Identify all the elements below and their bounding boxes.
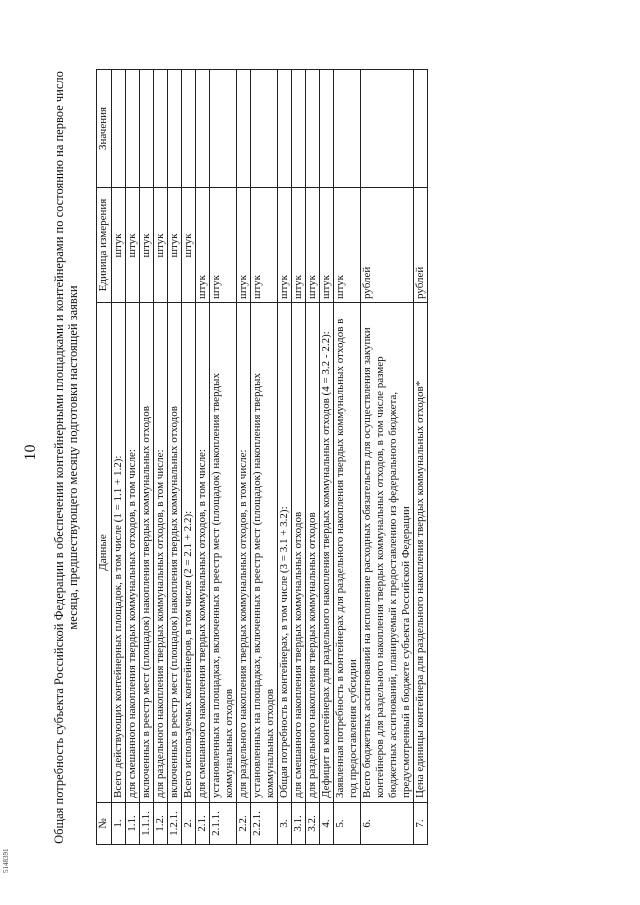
table-row <box>361 70 414 845</box>
row-number: 2. <box>182 803 196 845</box>
row-number: 4. <box>320 803 334 845</box>
row-unit: штук <box>182 188 196 303</box>
row-number: 1.2.1. <box>168 803 182 845</box>
table-row <box>251 70 278 845</box>
row-unit: штук <box>320 188 334 303</box>
row-number: 2.2. <box>237 803 251 845</box>
row-number: 1. <box>112 803 126 845</box>
table-row <box>182 70 196 845</box>
row-text: для смешанного накопления твердых коммунальных отходов <box>292 303 306 803</box>
row-value[interactable] <box>140 70 154 188</box>
row-value[interactable] <box>168 70 182 188</box>
row-value[interactable] <box>292 70 306 188</box>
row-text: Всего действующих контейнерных площадок, в том числе (1 = 1.1 + 1.2): <box>112 303 126 803</box>
row-number: 1.2. <box>154 803 168 845</box>
header-number: № <box>97 803 112 845</box>
row-value[interactable] <box>210 70 237 188</box>
row-value[interactable] <box>306 70 320 188</box>
row-value[interactable] <box>196 70 210 188</box>
row-text: для смешанного накопления твердых коммунальных отходов, в том числе: <box>126 303 140 803</box>
row-value[interactable] <box>414 70 428 188</box>
row-text: установленных на площадках, включенных в реестр мест (площадок) накопления твердых коммунальных отходов <box>210 303 237 803</box>
row-unit: штук <box>237 188 251 303</box>
table-header-row <box>97 70 112 845</box>
table-row <box>112 70 126 845</box>
row-text: установленных на площадках, включенных в реестр мест (площадок) накопления твердых коммунальных отходов <box>251 303 278 803</box>
table-row <box>334 70 361 845</box>
row-number: 7. <box>414 803 428 845</box>
row-number: 1.1. <box>126 803 140 845</box>
table-row <box>196 70 210 845</box>
row-text: включенных в реестр мест (площадок) накопления твердых коммунальных отходов <box>168 303 182 803</box>
row-unit: штук <box>278 188 292 303</box>
page-number: 10 <box>22 444 39 461</box>
row-value[interactable] <box>126 70 140 188</box>
row-unit: штук <box>154 188 168 303</box>
row-unit: штук <box>210 188 237 303</box>
table-row <box>140 70 154 845</box>
row-unit: штук <box>126 188 140 303</box>
row-text: включенных в реестр мест (площадок) накопления твердых коммунальных отходов <box>140 303 154 803</box>
needs-table <box>96 69 428 845</box>
header-value: Значения <box>97 70 112 188</box>
row-text: Всего бюджетных ассигнований на исполнение расходных обязательств для осуществления закупки контейнеров для раздельного накопления твердых коммунальных отходов, в том числе размер бюджетных ассигнований, планируемый к предоставлению из федерального бюджета, предусмотренный в бюджете субъекта Российской Федерации <box>361 303 414 803</box>
row-value[interactable] <box>112 70 126 188</box>
table-title: Общая потребность субъекта Российской Федерации в обеспечении контейнерными площадками и контейнерами по состоянию на первое число месяца, предшествующего месяцу подготовки настоящей заявки <box>52 71 80 844</box>
table-row <box>168 70 182 845</box>
row-value[interactable] <box>251 70 278 188</box>
row-number: 1.1.1. <box>140 803 154 845</box>
table-row <box>292 70 306 845</box>
row-text: Дефицит в контейнерах для раздельного накопления твердых коммунальных отходов (4 = 3.2 - 2.2): <box>320 303 334 803</box>
row-unit: штук <box>196 188 210 303</box>
table-row <box>278 70 292 845</box>
table-row <box>306 70 320 845</box>
row-unit: штук <box>334 188 361 303</box>
table-row <box>126 70 140 845</box>
row-text: для раздельного накопления твердых коммунальных отходов, в том числе: <box>154 303 168 803</box>
row-number: 2.1.1. <box>210 803 237 845</box>
table-row <box>414 70 428 845</box>
row-text: для раздельного накопления твердых коммунальных отходов <box>306 303 320 803</box>
row-unit: штук <box>168 188 182 303</box>
table-row <box>237 70 251 845</box>
row-text: для смешанного накопления твердых коммунальных отходов, в том числе: <box>196 303 210 803</box>
header-unit: Единица измерения <box>97 188 112 303</box>
table-row <box>210 70 237 845</box>
row-number: 6. <box>361 803 414 845</box>
row-number: 2.1. <box>196 803 210 845</box>
row-unit: штук <box>306 188 320 303</box>
row-number: 5. <box>334 803 361 845</box>
row-value[interactable] <box>237 70 251 188</box>
row-text: Общая потребность в контейнерах, в том числе (3 = 3.1 + 3.2): <box>278 303 292 803</box>
row-text: Заявленная потребность в контейнерах для раздельного накопления твердых коммунальных отходов в год предоставления субсидии <box>334 303 361 803</box>
row-unit: штук <box>292 188 306 303</box>
row-value[interactable] <box>278 70 292 188</box>
table-row <box>320 70 334 845</box>
row-number: 3.1. <box>292 803 306 845</box>
row-text: Цена единицы контейнера для раздельного накопления твердых коммунальных отходов* <box>414 303 428 803</box>
row-text: Всего используемых контейнеров, в том числе (2 = 2.1 + 2.2): <box>182 303 196 803</box>
row-value[interactable] <box>334 70 361 188</box>
row-unit: рублей <box>414 188 428 303</box>
row-unit: штук <box>140 188 154 303</box>
row-value[interactable] <box>154 70 168 188</box>
header-data: Данные <box>97 303 112 803</box>
row-value[interactable] <box>320 70 334 188</box>
table-row <box>154 70 168 845</box>
row-unit: штук <box>251 188 278 303</box>
row-number: 3.2. <box>306 803 320 845</box>
row-number: 2.2.1. <box>251 803 278 845</box>
document-id: 5148391 <box>2 848 10 873</box>
row-unit: штук <box>112 188 126 303</box>
row-text: для раздельного накопления твердых коммунальных отходов, в том числе: <box>237 303 251 803</box>
row-value[interactable] <box>182 70 196 188</box>
row-number: 3. <box>278 803 292 845</box>
row-unit: рублей <box>361 188 414 303</box>
row-value[interactable] <box>361 70 414 188</box>
